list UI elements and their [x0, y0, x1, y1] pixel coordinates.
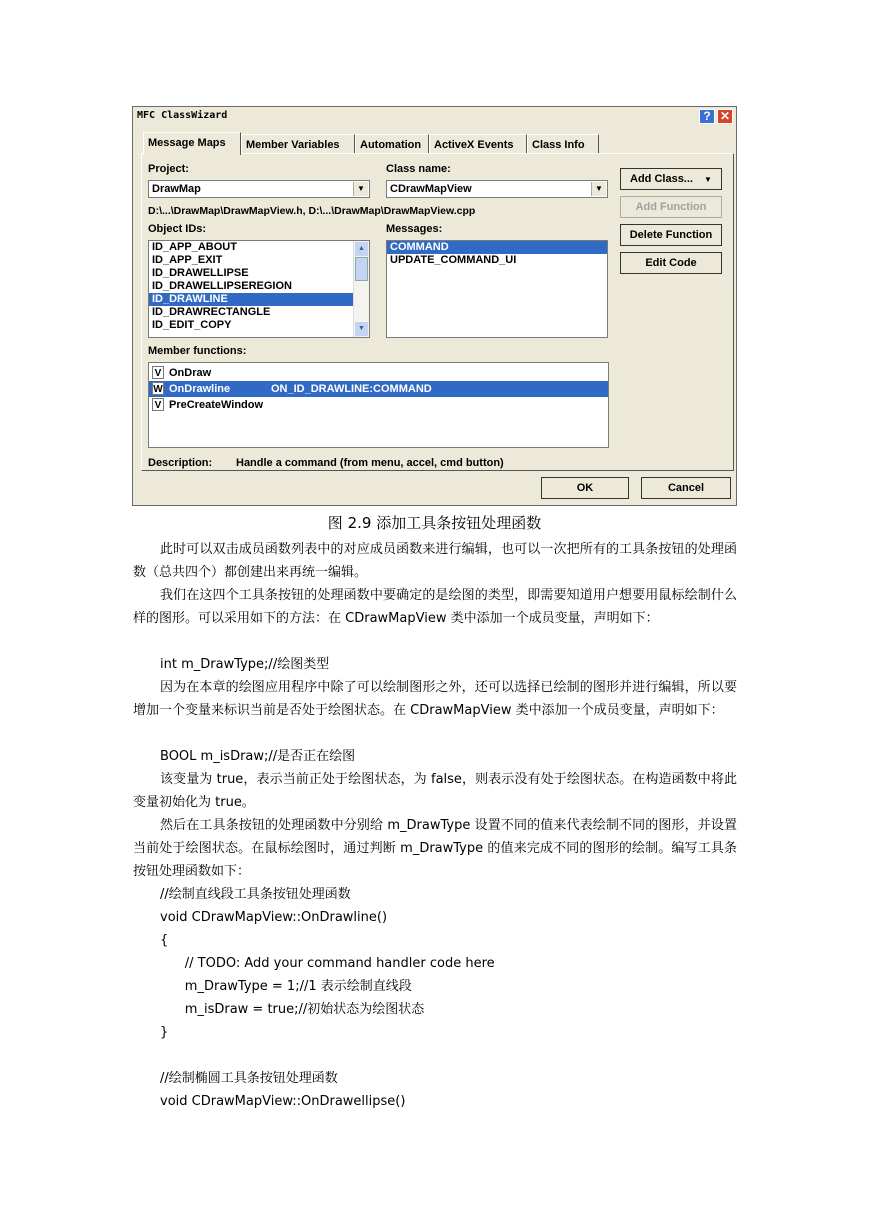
add-class-label: Add Class...: [630, 173, 693, 185]
edit-code-button[interactable]: Edit Code: [620, 252, 722, 274]
list-item[interactable]: ID_EDIT_COPY: [152, 319, 232, 331]
windows-message-badge: W: [153, 384, 163, 395]
tab-activex-events[interactable]: ActiveX Events: [429, 134, 527, 154]
code-line: // TODO: Add your command handler code here: [160, 956, 495, 971]
list-item[interactable]: ID_DRAWRECTANGLE: [152, 306, 271, 318]
add-class-button[interactable]: [620, 168, 722, 190]
paragraph: 然后在工具条按钮的处理函数中分别给 m_DrawType 设置不同的值来代表绘制不同的图形，并设置当前处于绘图状态。在鼠标绘图时，通过判断 m_DrawType 的值来完成不同的图形的绘制。编写工具条按钮处理函数如下：: [133, 818, 737, 879]
paragraph: 此时可以双击成员函数列表中的对应成员函数来进行编辑，也可以一次把所有的工具条按钮的处理函数（总共四个）都创建出来再统一编辑。: [133, 542, 737, 580]
code-line: void CDrawMapView::OnDrawellipse(): [160, 1094, 406, 1109]
member-functions-label: Member functions:: [148, 345, 247, 357]
figure-caption: 图 2.9 添加工具条按钮处理函数: [327, 514, 542, 532]
code-line: {: [160, 933, 169, 948]
code-line: void CDrawMapView::OnDrawline(): [160, 910, 388, 925]
add-function-button[interactable]: Add Function: [620, 196, 722, 218]
list-item-selected[interactable]: ID_DRAWLINE: [149, 293, 354, 306]
object-ids-label: Object IDs:: [148, 223, 207, 235]
list-item[interactable]: UPDATE_COMMAND_UI: [390, 254, 517, 266]
code-line: //绘制椭圆工具条按钮处理函数: [160, 1071, 338, 1086]
scrollbar[interactable]: [353, 241, 369, 337]
code-line: m_DrawType = 1;//1 表示绘制直线段: [160, 979, 412, 994]
list-item[interactable]: ID_DRAWELLIPSEREGION: [152, 280, 292, 292]
chevron-down-icon: ▼: [704, 175, 712, 184]
member-functions-list[interactable]: [148, 362, 609, 448]
tab-automation[interactable]: Automation: [355, 134, 429, 154]
scroll-up-icon[interactable]: ▲: [355, 242, 368, 256]
message-maps-panel: [141, 153, 734, 471]
function-handler: ON_ID_DRAWLINE:COMMAND: [271, 383, 432, 395]
tab-class-info[interactable]: Class Info: [527, 134, 599, 154]
function-name: OnDraw: [169, 367, 212, 379]
class-name-label: Class name:: [386, 163, 451, 175]
code-line: int m_DrawType;//绘图类型: [160, 657, 330, 672]
table-row-selected[interactable]: [149, 381, 608, 397]
class-name-value: CDrawMapView: [390, 183, 472, 195]
messages-label: Messages:: [386, 223, 443, 235]
virtual-badge: V: [152, 398, 164, 411]
description-label: Description:: [148, 457, 213, 469]
code-line: }: [160, 1025, 169, 1040]
code-line: //绘制直线段工具条按钮处理函数: [160, 887, 351, 902]
tab-member-variables[interactable]: Member Variables: [241, 134, 355, 154]
class-name-combo[interactable]: [386, 180, 608, 198]
paragraph: 该变量为 true，表示当前正处于绘图状态，为 false，则表示没有处于绘图状态。在构造函数中将此变量初始化为 true。: [133, 772, 737, 810]
table-row[interactable]: [149, 365, 608, 381]
project-label: Project:: [148, 163, 189, 175]
list-item[interactable]: ID_APP_ABOUT: [152, 241, 237, 253]
chevron-down-icon[interactable]: ▼: [591, 182, 606, 196]
function-name: OnDrawline: [169, 383, 231, 395]
project-combo[interactable]: [148, 180, 370, 198]
classwizard-dialog: [132, 106, 737, 506]
delete-function-button[interactable]: Delete Function: [620, 224, 722, 246]
virtual-badge: V: [152, 366, 164, 379]
function-name: PreCreateWindow: [169, 399, 264, 411]
code-line: m_isDraw = true;//初始状态为绘图状态: [160, 1002, 425, 1017]
dialog-title: MFC ClassWizard: [137, 110, 228, 121]
ok-button[interactable]: OK: [541, 477, 629, 499]
description-value: Handle a command (from menu, accel, cmd button): [236, 457, 504, 469]
table-row[interactable]: [149, 397, 608, 413]
messages-list[interactable]: [386, 240, 608, 338]
cancel-button[interactable]: Cancel: [641, 477, 731, 499]
paragraph: 我们在这四个工具条按钮的处理函数中要确定的是绘图的类型，即需要知道用户想要用鼠标绘制什么样的图形。可以采用如下的方法：在 CDrawMapView 类中添加一个成员变量，声明如下：: [133, 588, 737, 626]
scroll-thumb[interactable]: [355, 257, 368, 281]
file-path: D:\...\DrawMap\DrawMapView.h, D:\...\DrawMap\DrawMapView.cpp: [148, 205, 476, 217]
list-item[interactable]: ID_DRAWELLIPSE: [152, 267, 249, 279]
help-button[interactable]: ?: [699, 109, 715, 124]
chevron-down-icon[interactable]: ▼: [353, 182, 368, 196]
paragraph: 因为在本章的绘图应用程序中除了可以绘制图形之外，还可以选择已绘制的图形并进行编辑，所以要增加一个变量来标识当前是否处于绘图状态。在 CDrawMapView 类中添加一个成员变量，声明如下：: [133, 680, 737, 718]
title-bar: [133, 107, 736, 127]
scroll-down-icon[interactable]: ▼: [355, 322, 368, 336]
tab-message-maps[interactable]: Message Maps: [143, 132, 241, 155]
list-item[interactable]: ID_APP_EXIT: [152, 254, 223, 266]
code-line: BOOL m_isDraw;//是否正在绘图: [160, 749, 356, 764]
project-value: DrawMap: [152, 183, 201, 195]
object-ids-list[interactable]: [148, 240, 370, 338]
close-button[interactable]: ✕: [717, 109, 733, 124]
list-item-selected[interactable]: COMMAND: [387, 241, 607, 254]
